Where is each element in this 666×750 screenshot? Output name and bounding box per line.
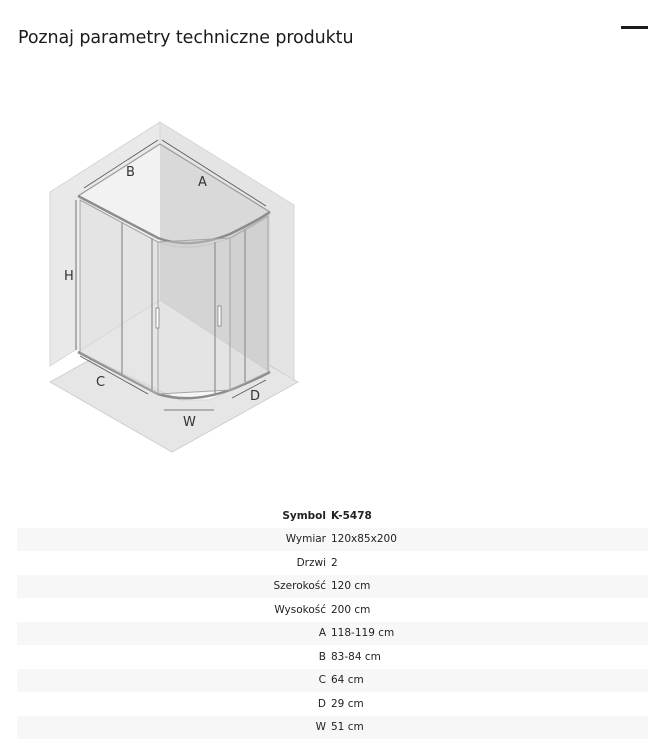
minus-icon: [621, 26, 648, 29]
spec-row-szerokosc: [17, 575, 648, 599]
spec-row-c: [17, 669, 648, 693]
shower-enclosure-diagram-icon: [40, 110, 310, 470]
spec-key: B: [318, 650, 326, 663]
spec-key: Wysokość: [274, 603, 326, 616]
spec-row-w: [17, 716, 648, 740]
spec-value: 118-119 cm: [331, 627, 395, 640]
spec-value: 2: [331, 556, 338, 569]
spec-table: [17, 504, 648, 739]
spec-key: W: [315, 721, 326, 734]
spec-row-symbol: [17, 504, 648, 528]
spec-row-d: [17, 692, 648, 716]
section-title: Poznaj parametry techniczne produktu: [18, 28, 354, 48]
spec-value: 29 cm: [331, 697, 364, 710]
spec-key: C: [318, 674, 326, 687]
spec-row-drzwi: [17, 551, 648, 575]
label-D: D: [250, 389, 261, 404]
shower-diagram: [40, 110, 310, 470]
spec-key: Symbol: [282, 509, 326, 522]
spec-key: Wymiar: [285, 533, 326, 546]
label-B: B: [126, 165, 135, 180]
spec-key: Szerokość: [273, 580, 326, 593]
label-C: C: [96, 375, 106, 390]
spec-value: 83-84 cm: [331, 650, 381, 663]
collapse-button[interactable]: [620, 22, 648, 34]
spec-row-b: [17, 645, 648, 669]
spec-value: 64 cm: [331, 674, 364, 687]
spec-value: 120x85x200: [331, 533, 397, 546]
spec-key: Drzwi: [296, 556, 326, 569]
label-W: W: [183, 415, 196, 430]
spec-row-wysokosc: [17, 598, 648, 622]
spec-value: 51 cm: [331, 721, 364, 734]
label-H: H: [64, 269, 74, 284]
label-A: A: [198, 175, 207, 190]
spec-value: K-5478: [331, 509, 372, 522]
spec-key: A: [318, 627, 326, 640]
spec-value: 200 cm: [331, 603, 371, 616]
spec-key: D: [317, 697, 326, 710]
spec-row-a: [17, 622, 648, 646]
spec-value: 120 cm: [331, 580, 371, 593]
spec-row-wymiar: [17, 528, 648, 552]
